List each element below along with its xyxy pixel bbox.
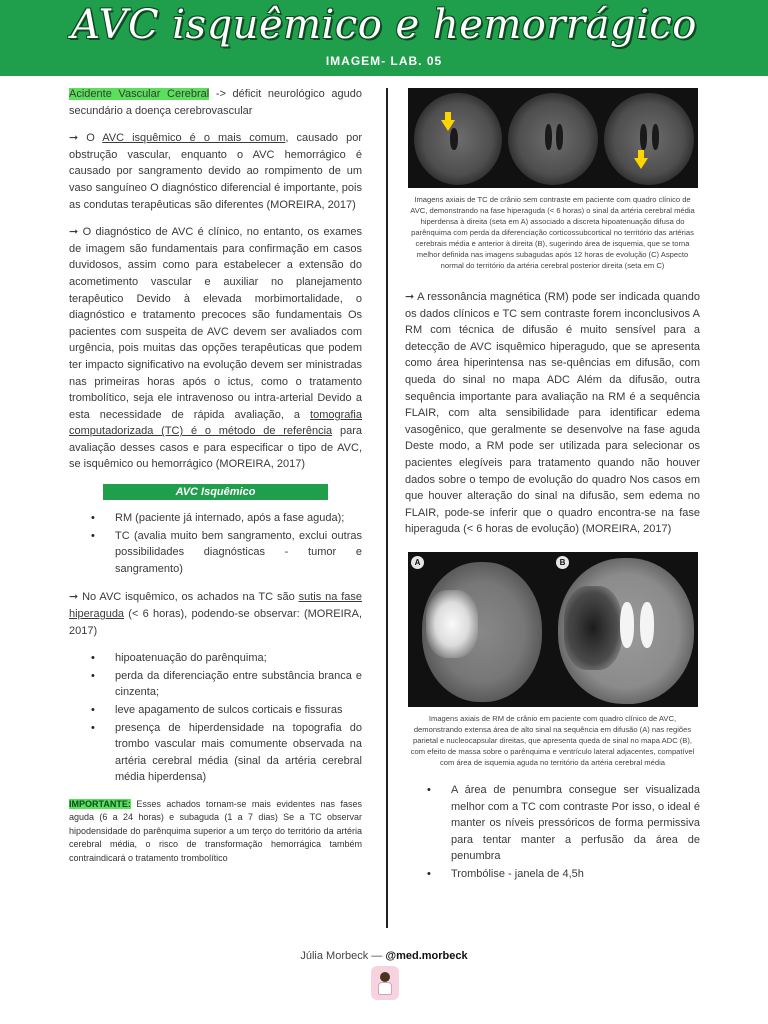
ct-scan-figure <box>408 88 698 188</box>
ct-ventricle <box>450 128 458 150</box>
ct-ventricle <box>556 124 563 150</box>
p3-part-b: (< 6 horas), podendo-se observar: (MOREIRA, 2017) <box>69 608 362 637</box>
p2-part-b: para avaliação desses casos e para especificar o tipo de AVC, se isquêmico ou hemorrágico (MOREIRA, 2017) <box>69 425 362 471</box>
important-label: IMPORTANTE: <box>69 798 131 809</box>
p1-rest: , causado por obstrução vascular, enquanto o AVC hemorrágico é causado por sangramento devido ao rompimento de um vaso sanguíneo O diagnóstico diferencial é importante, pois as condutas terapêuticas são diferentes (MOREIRA, 2017) <box>69 132 363 211</box>
findings-list <box>91 650 362 786</box>
p1-underlined: AVC isquêmico é o mais comum <box>102 132 286 145</box>
p1-arrow: ➞ O <box>69 132 103 145</box>
intro-rest: -> déficit neurológico agudo secundário a doença cerebrovascular <box>69 88 362 117</box>
ct-ventricle <box>545 124 552 150</box>
penumbra-list <box>427 782 700 883</box>
figure-1-caption: Imagens axiais de TC de crânio sem contraste em paciente com quadro clínico de AVC, demonstrando na fase hiperaguda (< 6 horas) o sinal da artéria cerebral média hiperdensa à direita (seta em A) associado a discreta hipoatenuação difusa do parênquima com perda da diferenciação corticossubcortical no território das artérias cerebrais média e anterior à direita (B), sugerindo área de isquemia, que se torna melhor definida nas imagens subagudas após 12 horas de evolução (C) Aspecto normal do território da artéria cerebral posterior direita (seta em C) <box>410 195 695 270</box>
panel-label-b: B <box>556 556 569 569</box>
finding-item: • perda da diferenciação entre substância branca e cinzenta; <box>91 668 362 701</box>
header-banner <box>0 0 768 76</box>
ct-scan-c <box>604 93 694 185</box>
author-name: Júlia Morbeck — <box>300 950 386 962</box>
p3-underlined: sutis na fase hiperaguda <box>69 591 362 621</box>
finding-item: • presença de hiperdensidade na topografia do trombo vascular mais comumente observada na artéria cerebral média (sinal da artéria cerebral média hiperdensa) <box>91 720 362 786</box>
ct-ventricle <box>640 124 647 150</box>
arrow-icon <box>634 158 648 169</box>
column-divider <box>386 88 388 928</box>
intro-term: Acidente Vascular Cerebral <box>69 88 210 100</box>
avatar-body <box>378 982 392 995</box>
exam-item: • RM (paciente já internado, após a fase aguda); <box>91 510 362 527</box>
panel-label-a: A <box>411 556 424 569</box>
figure-2-caption: Imagens axiais de RM de crânio em paciente com quadro clínico de AVC, demonstrando extensa área de alto sinal na sequência em difusão (A) nas regiões parietal e nucleocapsular direitas, que apresenta queda de sinal no mapa ADC (B), com efeito de massa sobre o parênquima e ventrículo lateral adjacentes, compatível com área de isquemia aguda no território da artéria cerebral média <box>410 713 695 767</box>
ct-scan-b <box>508 93 598 185</box>
penumbra-item: • A área de penumbra consegue ser visualizada melhor com a TC com contraste Por isso, o ideal é manter os níveis pressóricos de forma permissiva para tentar manter a perfusão da área de penumbra <box>427 782 700 865</box>
avatar-head <box>380 972 390 982</box>
author-handle: @med.morbeck <box>385 950 468 962</box>
p3-part-a: ➞ No AVC isquêmico, os achados na TC são <box>69 591 299 604</box>
paragraph-mri: ➞ A ressonância magnética (RM) pode ser indicada quando os dados clínicos e TC sem contraste forem inconclusivos A RM com técnica de difusão é muito sensível para a detecção de AVC isquêmico hiperagudo, que se apresenta como área hiperintensa nas se-quências em difusão, com queda do sinal no mapa ADC Além da difusão, outra sequência importante para avaliação na RM é a sequência FLAIR, com alta sensibilidade para identificar edema vasogênico, que geralmente se desenvolve na fase aguda Deste modo, a RM pode ser utilizada para selecionar os pacientes elegíveis para tratamento quando não houver dados sobre o tempo de evolução do quadro Nos casos em que houver alteração do sinal na difusão, sem edema no FLAIR, pode-se inferir que o quadro encontra-se na fase hiperaguda (< 6 horas de evolução) (MOREIRA, 2017) <box>405 291 700 536</box>
exam-list <box>91 510 362 577</box>
footer <box>0 950 768 962</box>
important-text: Esses achados tornam-se mais evidentes nas fases aguda (6 a 24 horas) e subaguda (1 a 7 dias) Se a TC observar hipodensidade do parênquima superior a um terço do território da artéria cerebral média, o risco de transformação hemorrágica também contraindicará o tratamento trombolítico <box>69 798 362 863</box>
thrombolysis-item: • Trombólise - janela de 4,5h <box>427 866 700 883</box>
right-column <box>405 88 700 894</box>
arrow-icon <box>441 120 455 131</box>
finding-item: • leve apagamento de sulcos corticais e fissuras <box>91 702 362 719</box>
paragraph-ct-findings <box>69 589 362 639</box>
mri-ventricle <box>640 602 654 648</box>
exam-item: • TC (avalia muito bem sangramento, exclui outras possibilidades diagnósticas - tumor e sangramento) <box>91 528 362 578</box>
mri-lesion <box>426 590 478 658</box>
paragraph-diagnosis <box>69 224 362 473</box>
important-note <box>69 798 362 866</box>
author-avatar <box>371 966 399 1000</box>
p2-underlined: tomografia computadorizada (TC) é o método de referência <box>69 408 362 438</box>
finding-item: • hipoatenuação do parênquima; <box>91 650 362 667</box>
mri-ventricle <box>620 602 634 648</box>
page-subtitle: IMAGEM- LAB. 05 <box>325 54 443 68</box>
ct-scan-a <box>414 93 502 185</box>
intro-paragraph <box>69 86 362 119</box>
mri-adc-lesion <box>564 586 622 670</box>
page-title: AVC isquêmico e hemorrágico <box>71 2 697 48</box>
p2-part-a: ➞ O diagnóstico de AVC é clínico, no entanto, os exames de imagem são fundamentais para confirmação em casos duvidosos, assim como para estabelecer a extensão do acometimento vascular e auxiliar no planejamento terapêutico Devido à elevada morbimortalidade, o diagnóstico e tratamento precoces são fundamentais Os pacientes com suspeita de AVC devem ser avaliados com urgência, pois muitas das opções terapêuticas que podem ter impacto significativo na evolução devem ser ministradas nas primeiras horas após o ictus, como o tratamento trombolítico, seja ele intravenoso ou intra-arterial Devido a esta necessidade de rápida avaliação, a <box>69 226 362 421</box>
ct-ventricle <box>652 124 659 150</box>
mri-scan-figure <box>408 552 698 707</box>
paragraph-ischemic-common <box>69 130 362 213</box>
section-title-avc-isquemico: AVC Isquêmico <box>103 484 328 500</box>
left-column <box>69 86 362 865</box>
